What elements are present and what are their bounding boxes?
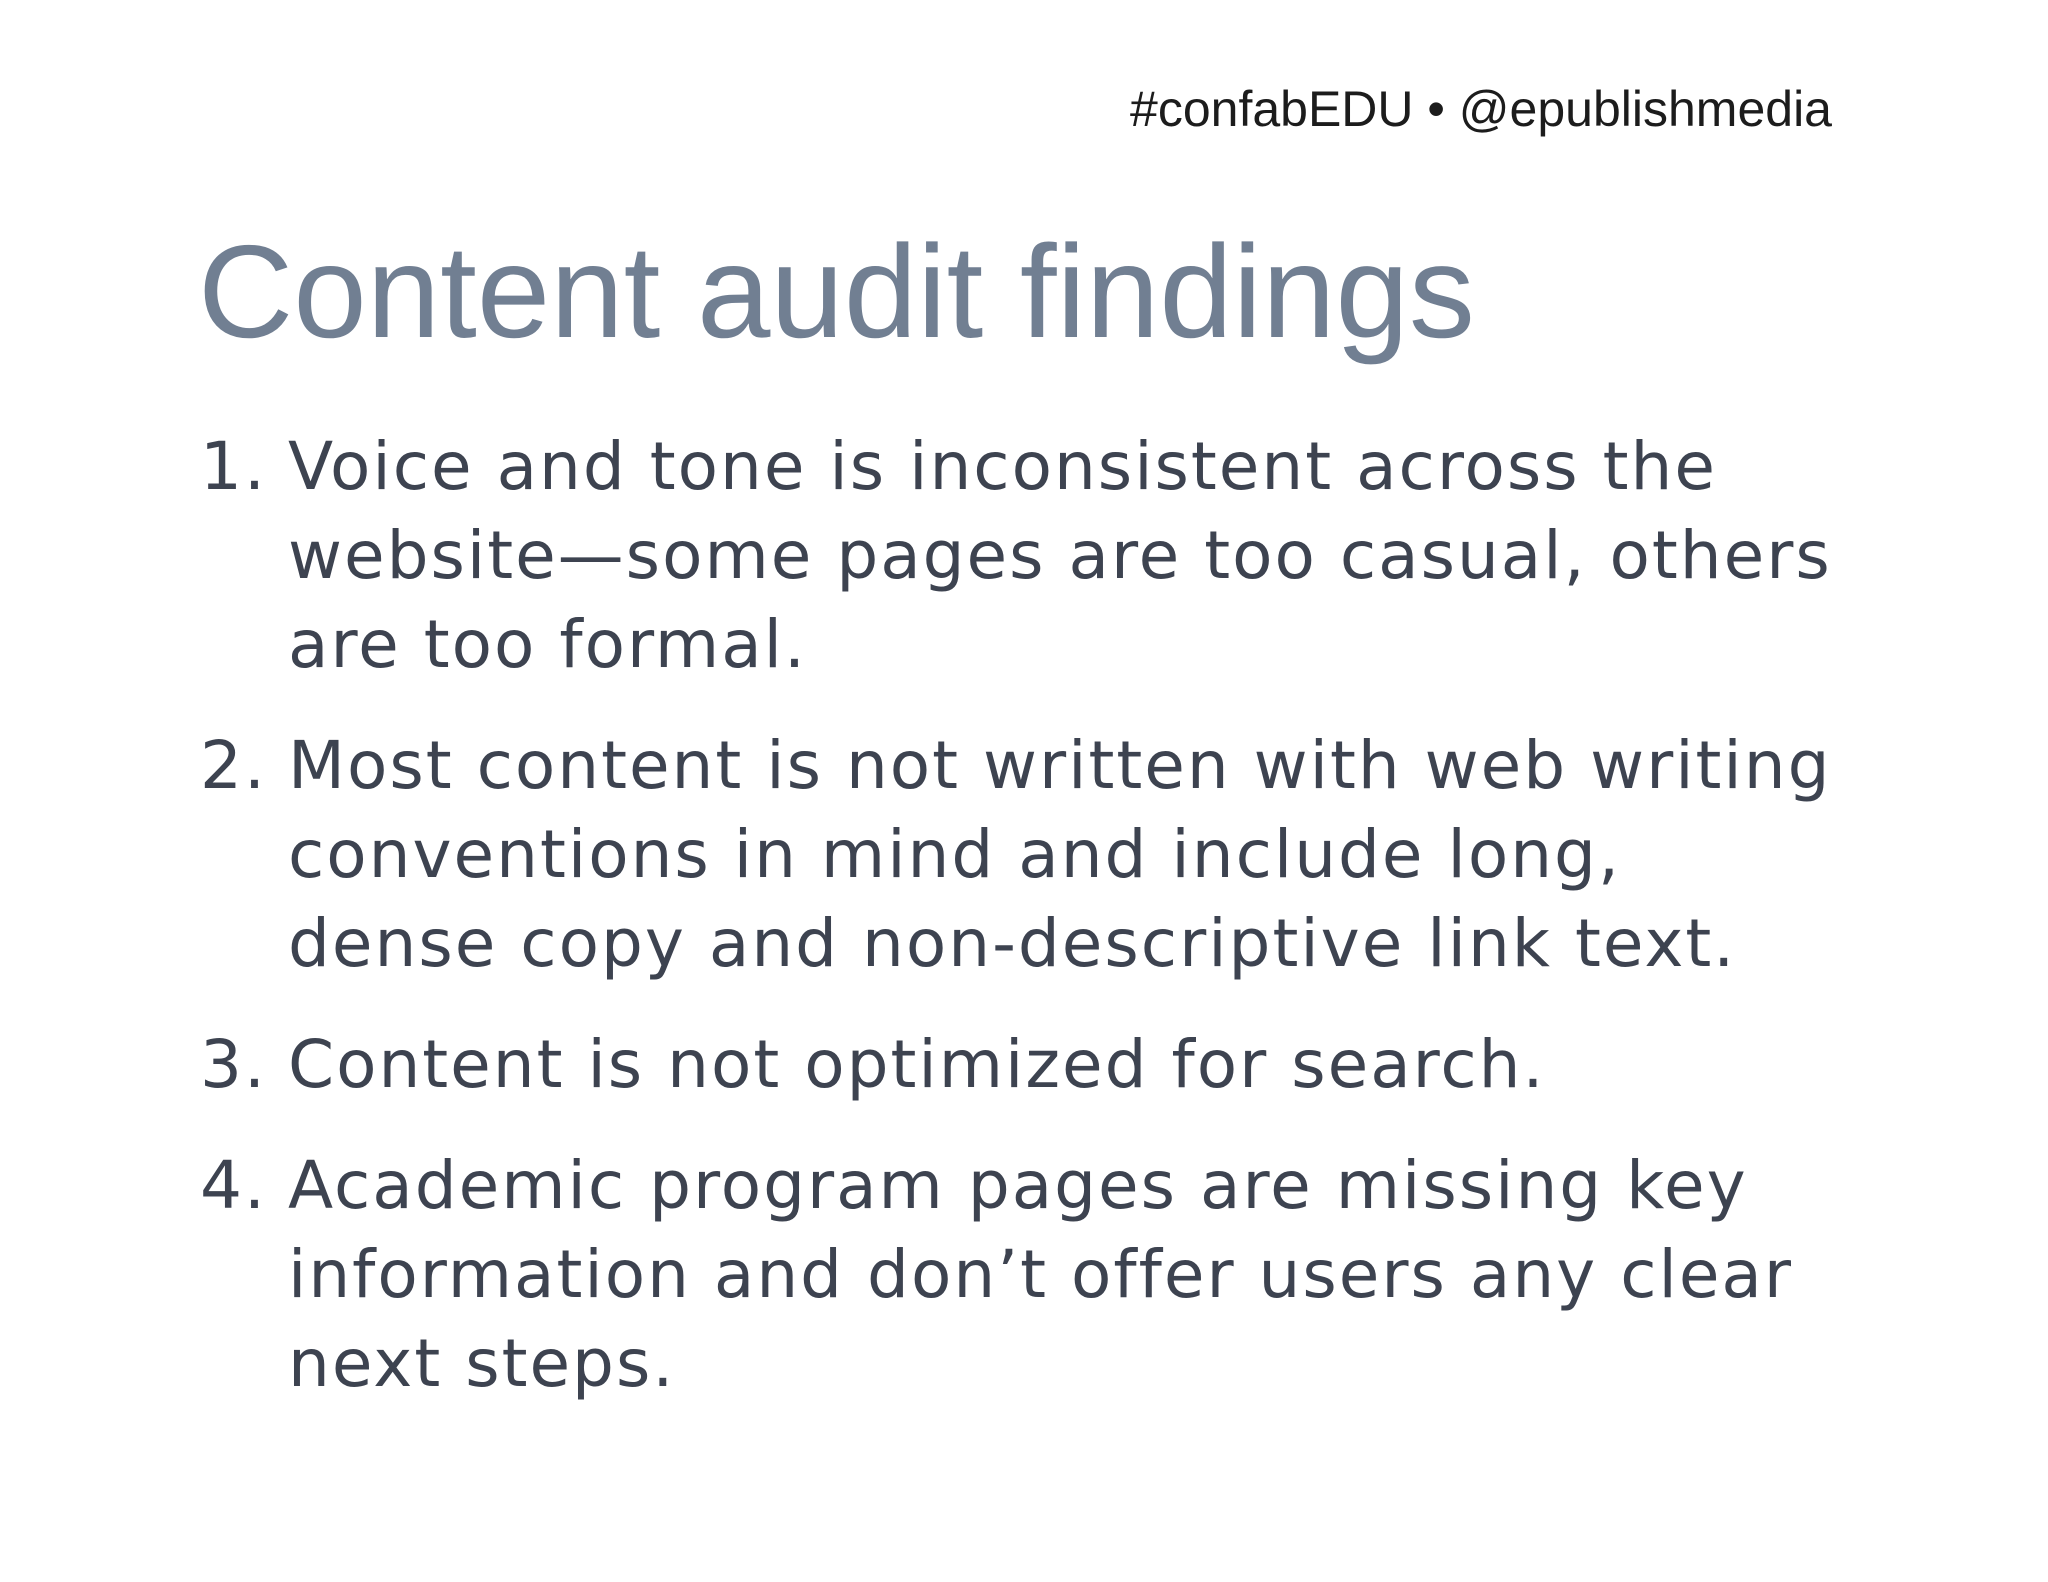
finding-number: 4. (200, 1147, 267, 1224)
finding-number: 2. (200, 727, 267, 804)
finding-text: Content is not optimized for search. (288, 1026, 1546, 1103)
finding-item-3 (200, 1020, 1840, 1109)
finding-item-2 (200, 721, 1840, 988)
finding-item-4 (200, 1141, 1840, 1408)
finding-text: Most content is not written with web writing conventions in mind and include long, dense copy and non-descriptive link text. (288, 727, 1832, 982)
header-hashtag-handle: #confabEDU • @epublishmedia (1130, 81, 1832, 137)
finding-text: Voice and tone is inconsistent across the website—some pages are too casual, others are too formal. (288, 428, 1832, 683)
finding-number: 1. (200, 428, 267, 505)
finding-number: 3. (200, 1026, 267, 1103)
finding-text: Academic program pages are missing key information and don’t offer users any clear next steps. (288, 1147, 1793, 1402)
findings-list (200, 422, 1840, 1440)
slide-title: Content audit findings (198, 218, 1475, 365)
finding-item-1 (200, 422, 1840, 689)
